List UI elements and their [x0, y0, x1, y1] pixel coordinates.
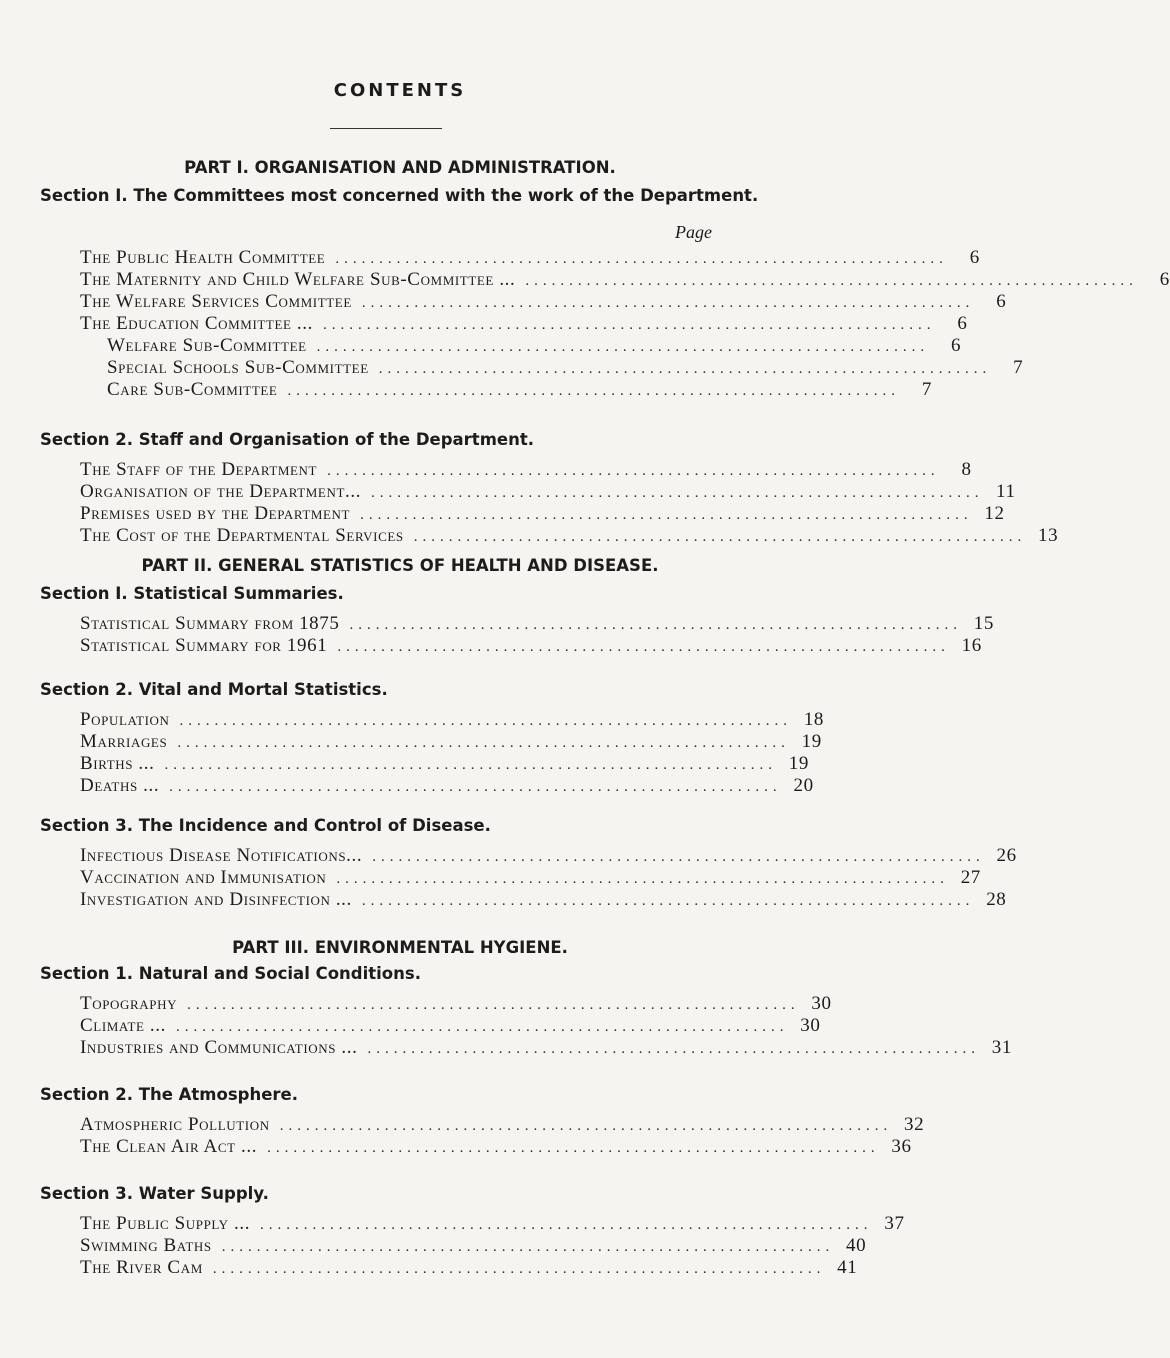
- dot-leader: ......................................................................: [177, 735, 790, 751]
- toc-entry-page: 19: [801, 731, 822, 752]
- toc-entry-title: Care Sub-Committee: [107, 379, 278, 400]
- toc-entry: [80, 525, 1059, 547]
- toc-entry: [80, 1037, 1012, 1059]
- dot-leader: ......................................................................: [335, 251, 948, 267]
- toc-entry: [80, 1015, 821, 1037]
- toc-entry-title: The Maternity and Child Welfare Sub-Committee ...: [80, 269, 516, 290]
- dot-leader: ......................................................................: [361, 893, 975, 909]
- dot-leader: ......................................................................: [175, 1019, 789, 1035]
- dot-leader: ......................................................................: [260, 1217, 873, 1233]
- toc-entry-title: Special Schools Sub-Committee: [107, 357, 369, 378]
- page-title: CONTENTS: [333, 80, 467, 101]
- dot-leader: ......................................................................: [337, 639, 950, 655]
- toc-entry-page: 40: [846, 1235, 867, 1256]
- toc-entry: [80, 635, 982, 657]
- toc-entry-page: 26: [996, 845, 1017, 866]
- dot-leader: ......................................................................: [336, 871, 949, 887]
- toc-entry-page: 16: [961, 635, 982, 656]
- section-heading: Section 1. Natural and Social Conditions.: [40, 964, 421, 983]
- part-heading: PART II. GENERAL STATISTICS OF HEALTH AND DISEASE.: [141, 556, 659, 575]
- toc-entry: [80, 269, 1170, 291]
- toc-entry: [80, 313, 968, 335]
- toc-entry-page: 15: [973, 613, 994, 634]
- dot-leader: ......................................................................: [164, 757, 777, 773]
- toc-entry-page: 30: [800, 1015, 821, 1036]
- toc-entry: [80, 1114, 925, 1136]
- dot-leader: ......................................................................: [287, 383, 900, 399]
- dot-leader: ......................................................................: [187, 997, 800, 1013]
- dot-leader: ......................................................................: [525, 273, 1138, 289]
- toc-entry: [80, 459, 972, 481]
- section-heading: Section 2. Staff and Organisation of the Department.: [40, 430, 534, 449]
- toc-entry-title: Marriages: [80, 731, 168, 752]
- toc-entry-title: Statistical Summary from 1875: [80, 613, 340, 634]
- dot-leader: ......................................................................: [316, 339, 930, 355]
- toc-entry: [80, 845, 1017, 867]
- toc-entry-title: Infectious Disease Notifications...: [80, 845, 363, 866]
- toc-entry: [107, 335, 962, 357]
- toc-entry-title: Premises used by the Department: [80, 503, 351, 524]
- toc-entry: [80, 1213, 905, 1235]
- dot-leader: ......................................................................: [372, 849, 985, 865]
- toc-entry-title: The Public Supply ...: [80, 1213, 251, 1234]
- part-heading: PART III. ENVIRONMENTAL HYGIENE.: [232, 938, 568, 957]
- toc-entry-page: 18: [803, 709, 825, 730]
- toc-entry-page: 20: [793, 775, 814, 796]
- toc-entry-title: The Education Committee ...: [80, 313, 313, 334]
- toc-entry-page: 6: [951, 335, 962, 356]
- toc-entry-page: 28: [986, 889, 1007, 910]
- toc-entry: [80, 613, 994, 635]
- toc-entry-page: 7: [1013, 357, 1024, 378]
- toc-entry-title: The Welfare Services Committee: [80, 291, 352, 312]
- toc-entry-page: 31: [991, 1037, 1012, 1058]
- dot-leader: ......................................................................: [327, 463, 940, 479]
- toc-entry-title: Deaths ...: [80, 775, 160, 796]
- toc-entry: [80, 1257, 858, 1279]
- toc-entry-title: Population: [80, 709, 170, 730]
- toc-entry-page: 7: [921, 379, 932, 400]
- toc-entry-page: 19: [788, 753, 809, 774]
- toc-entry-title: The Staff of the Department: [80, 459, 318, 480]
- toc-entry-page: 6: [996, 291, 1007, 312]
- toc-entry: [80, 247, 980, 269]
- dot-leader: ......................................................................: [413, 529, 1027, 545]
- toc-entry: [80, 889, 1007, 911]
- toc-entry-title: Organisation of the Department...: [80, 481, 362, 502]
- section-heading: Section I. The Committees most concerned with the work of the Department.: [40, 186, 759, 205]
- dot-leader: ......................................................................: [371, 485, 984, 501]
- toc-entry-page: 36: [891, 1136, 912, 1157]
- section-heading: Section 2. The Atmosphere.: [40, 1085, 299, 1104]
- toc-entry: [80, 481, 1016, 503]
- toc-entry-page: 12: [984, 503, 1005, 524]
- toc-entry-page: 37: [884, 1213, 905, 1234]
- dot-leader: ......................................................................: [267, 1140, 880, 1156]
- toc-entry-title: Welfare Sub-Committee: [107, 335, 307, 356]
- dot-leader: ......................................................................: [349, 617, 962, 633]
- toc-entry-title: The Clean Air Act ...: [80, 1136, 258, 1157]
- toc-entry-title: Swimming Baths: [80, 1235, 212, 1256]
- toc-entry-page: 6: [969, 247, 980, 268]
- toc-entry-title: Investigation and Disinfection ...: [80, 889, 352, 910]
- toc-entry-title: Climate ...: [80, 1015, 166, 1036]
- toc-entry-page: 32: [904, 1114, 925, 1135]
- section-heading: Section I. Statistical Summaries.: [40, 584, 344, 603]
- toc-entry: [80, 1235, 867, 1257]
- toc-entry-page: 27: [960, 867, 981, 888]
- toc-entry-title: Vaccination and Immunisation: [80, 867, 327, 888]
- section-heading: Section 2. Vital and Mortal Statistics.: [40, 680, 388, 699]
- toc-entry-title: Births ...: [80, 753, 155, 774]
- section-heading: Section 3. The Incidence and Control of Disease.: [40, 816, 491, 835]
- toc-entry-page: 13: [1038, 525, 1059, 546]
- toc-entry-title: Statistical Summary for 1961: [80, 635, 328, 656]
- toc-entry-title: The River Cam: [80, 1257, 203, 1278]
- toc-entry: [80, 503, 1005, 525]
- toc-entry-title: The Public Health Committee: [80, 247, 326, 268]
- toc-entry: [80, 731, 822, 753]
- toc-entry: [80, 1136, 912, 1158]
- section-heading: Section 3. Water Supply.: [40, 1184, 269, 1203]
- toc-entry: [80, 993, 832, 1015]
- toc-entry-page: 41: [837, 1257, 858, 1278]
- toc-entry-page: 6: [1159, 269, 1170, 290]
- toc-entry-title: The Cost of the Departmental Services: [80, 525, 404, 546]
- toc-entry-page: 30: [811, 993, 832, 1014]
- dot-leader: ......................................................................: [322, 317, 936, 333]
- dot-leader: ......................................................................: [221, 1239, 835, 1255]
- dot-leader: ......................................................................: [279, 1118, 893, 1134]
- dot-leader: ......................................................................: [378, 361, 992, 377]
- dot-leader: ......................................................................: [361, 295, 975, 311]
- toc-entry-page: 8: [961, 459, 972, 480]
- toc-entry: [80, 775, 814, 797]
- toc-entry: [80, 709, 825, 731]
- title-divider: [330, 128, 442, 129]
- page-column-label: Page: [675, 222, 712, 242]
- toc-entry: [107, 379, 932, 401]
- toc-entry: [107, 357, 1024, 379]
- toc-entry-title: Atmospheric Pollution: [80, 1114, 270, 1135]
- toc-entry-title: Industries and Communications ...: [80, 1037, 358, 1058]
- dot-leader: ......................................................................: [179, 713, 793, 729]
- toc-entry-page: 11: [996, 481, 1016, 502]
- toc-entry-page: 6: [957, 313, 968, 334]
- toc-entry: [80, 753, 809, 775]
- part-heading: PART I. ORGANISATION AND ADMINISTRATION.: [184, 158, 616, 177]
- toc-entry: [80, 867, 981, 889]
- toc-entry: [80, 291, 1007, 313]
- toc-entry-title: Topography: [80, 993, 178, 1014]
- dot-leader: ......................................................................: [212, 1261, 826, 1277]
- dot-leader: ......................................................................: [169, 779, 782, 795]
- dot-leader: ......................................................................: [367, 1041, 980, 1057]
- dot-leader: ......................................................................: [360, 507, 973, 523]
